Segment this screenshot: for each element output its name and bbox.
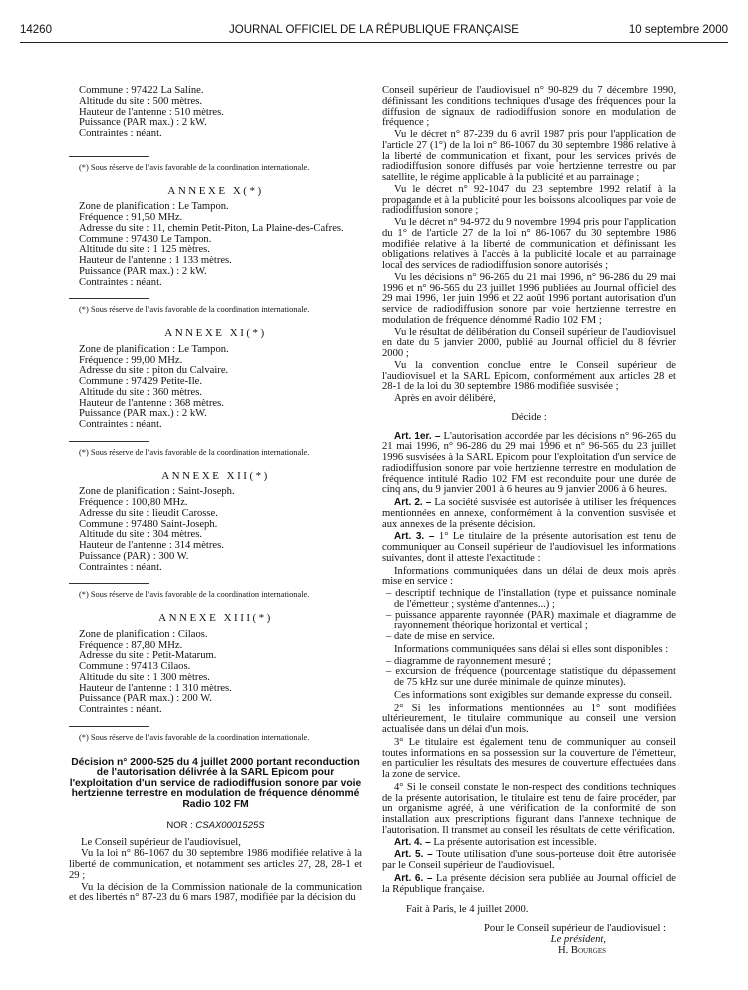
footnote: (*) Sous réserve de l'avis favorable de la coordination internationale.	[79, 305, 310, 315]
altitude-line: Altitude du site : 1 300 mètres.	[79, 671, 210, 683]
frequency-line: Fréquence : 99,00 MHz.	[79, 354, 183, 366]
list-item: – puissance apparente rayonnée (PAR) maximale et diagramme de rayonnement théorique horizontal et vertical ;	[386, 609, 676, 632]
nor-label: NOR :	[166, 819, 193, 831]
antenna-height-line: Hauteur de l'antenne : 510 mètres.	[79, 106, 224, 118]
power-line: Puissance (PAR) : 300 W.	[79, 550, 189, 562]
article-label: Art. 4. –	[394, 836, 431, 848]
commune-line: Commune : 97430 Le Tampon.	[79, 233, 212, 245]
commune-line: Commune : 97480 Saint-Joseph.	[79, 518, 218, 530]
address-line: Adresse du site : 11, chemin Petit-Piton, La Plaine-des-Cafres.	[79, 222, 344, 234]
list-item: – descriptif technique de l'installation (type et puissance nominale de l'émetteur ; système d'antennes...) ;	[386, 588, 676, 610]
footnote: (*) Sous réserve de l'avis favorable de la coordination internationale.	[79, 590, 310, 600]
decision-title: Décision n° 2000-525 du 4 juillet 2000 portant reconduction de l'autorisation délivrée à la SARL Epicom pour l'exploitation d'un service de radiodiffusion sonore par voie hertzienne terrestre en modulation de fréquence dénommé Radio 102 FM	[69, 756, 362, 810]
footnote-divider	[69, 298, 149, 299]
zone-line: Zone de planification : Cilaos.	[79, 628, 208, 640]
annex-xiii-heading: ANNEXE XIII(*)	[158, 612, 273, 624]
footnote: (*) Sous réserve de l'avis favorable de la coordination internationale.	[79, 447, 310, 457]
address-line: Adresse du site : Petit-Matarum.	[79, 650, 217, 662]
signature-role	[382, 935, 676, 946]
annex-ix-tail	[69, 86, 362, 140]
journal-title: JOURNAL OFFICIEL DE LA RÉPUBLIQUE FRANÇAISE	[229, 24, 519, 36]
zone-line: Zone de planification : Le Tampon.	[79, 201, 229, 213]
constraints-line: Contraintes : néant.	[79, 419, 162, 430]
article-text: La présente autorisation est incessible.	[433, 836, 597, 848]
address-line: Adresse du site : piton du Calvaire.	[79, 365, 229, 377]
article-text: L'autorisation accordée par les décisions n° 96-265 du 21 mai 1996, n° 96-286 du 29 mai 1996 et n° 96-565 du 23 juillet 1996 susvisées à la SARL Epicom pour l'exploitation d'un service de radiodiffusion sonore par voie hertzienne terrestre en modulation de fréquence intitulé Radio 102 FM est reconduite pour une durée de cinq ans, du 9 janvier 2001 à 6 heures au 9 janvier 2006 à 6 heures.	[382, 430, 676, 496]
zone-line: Zone de planification : Saint-Joseph.	[79, 486, 235, 498]
annex-x-block	[69, 202, 362, 288]
signature-place-date: Fait à Paris, le 4 juillet 2000.	[406, 904, 529, 916]
article-6	[382, 874, 676, 896]
preamble-paragraph: Le Conseil supérieur de l'audiovisuel,	[81, 836, 241, 848]
signature-name: H. Bourges	[557, 944, 606, 956]
frequency-line: Fréquence : 100,80 MHz.	[79, 497, 188, 508]
altitude-line: Altitude du site : 500 mètres.	[79, 95, 202, 107]
article-label: Art. 2. –	[394, 497, 432, 508]
signature-authority: Pour le Conseil supérieur de l'audiovisuel :	[484, 923, 666, 934]
address-line: Adresse du site : lieudit Carosse.	[79, 507, 218, 519]
antenna-height-line: Hauteur de l'antenne : 314 mètres.	[79, 540, 224, 551]
antenna-height-line: Hauteur de l'antenne : 1 133 mètres.	[79, 255, 232, 266]
right-column	[382, 86, 676, 956]
annex-xii-block	[69, 487, 362, 573]
footnote-divider	[69, 726, 149, 727]
power-line: Puissance (PAR max.) : 2 kW.	[79, 265, 207, 277]
antenna-height-line: Hauteur de l'antenne : 1 310 mètres.	[79, 682, 232, 694]
commune-line: Commune : 97413 Cilaos.	[79, 661, 191, 672]
article-text: La société susvisée est autorisée à utiliser les fréquences mentionnées en annexe, conformément à la convention susvisée et aux annexes de la présente décision.	[382, 497, 676, 530]
power-line: Puissance (PAR max.) : 200 W.	[79, 693, 212, 705]
frequency-line: Fréquence : 87,80 MHz.	[79, 639, 183, 651]
commune-line: Commune : 97429 Petite-Ile.	[79, 376, 202, 387]
antenna-height-line: Hauteur de l'antenne : 368 mètres.	[79, 397, 224, 409]
annex-x-heading: ANNEXE X(*)	[167, 184, 264, 197]
clause-paragraph: 2° Si les informations mentionnées au 1° sont modifiées ultérieurement, le titulaire communique au conseil une version actualisée dans un délai d'un mois.	[382, 702, 676, 735]
article-text: Toute utilisation d'une sous-porteuse doit être autorisée par le Conseil supérieur de l'audiovisuel.	[382, 849, 677, 871]
page-number: 14260	[20, 24, 52, 36]
decide-heading: Décide :	[511, 411, 547, 423]
preamble-paragraph: Vu le décret n° 87-239 du 6 avril 1987 pris pour l'application de l'article 27 (1°) de la loi n° 86-1067 du 30 septembre 1986 relative à la liberté de communication et fixant, pour les services privés de radiodiffusion sonore diffusés par voie hertzienne terrestre ou par satellite, le régime applicable à la publicité et au parrainage ;	[382, 129, 676, 183]
condition-paragraph: Ces informations sont exigibles sur demande expresse du conseil.	[394, 689, 673, 701]
preamble-paragraph: Après en avoir délibéré,	[394, 393, 496, 404]
annex-xi-heading: ANNEXE XI(*)	[164, 327, 267, 339]
footnote-divider	[69, 583, 149, 584]
footnote: (*) Sous réserve de l'avis favorable de la coordination internationale.	[79, 732, 310, 742]
constraints-line: Contraintes : néant.	[79, 704, 162, 715]
article-text: 1° Le titulaire de la présente autorisation est tenu de communiquer au Conseil supérieur de l'audiovisuel les informations suivantes, dont il atteste l'exactitude :	[382, 531, 676, 564]
list-item: – date de mise en service.	[386, 631, 495, 642]
article-label: Art. 3. –	[394, 531, 435, 543]
preamble-paragraph: Vu la convention conclue entre le Conseil supérieur de l'audiovisuel et la SARL Epicom, conformément aux articles 28 et 28-1 de la loi du 30 septembre 1986 modifiée susvisée ;	[382, 359, 676, 393]
article-label: Art. 1er. –	[394, 430, 441, 442]
issue-date: 10 septembre 2000	[628, 24, 728, 36]
constraints-line: Contraintes : néant.	[79, 276, 162, 288]
info-intro: Informations communiquées sans délai si elles sont disponibles :	[394, 643, 669, 655]
footnote-divider	[69, 156, 149, 157]
article-5	[382, 850, 676, 872]
preamble-paragraph: Vu le décret n° 94-972 du 9 novembre 1994 pris pour l'application du 1° de l'article 27 de la loi n° 86-1067 du 30 septembre 1986 modifiée relative à la liberté de communication et définissant les obligations relatives à l'accès à la publicité locale et au parrainage local des services de radiodiffusion sonore autorisés ;	[382, 217, 676, 271]
altitude-line: Altitude du site : 304 mètres.	[79, 529, 202, 541]
nor-code: CSAX0001525S	[195, 819, 265, 831]
article-2	[382, 498, 676, 530]
frequency-line: Fréquence : 91,50 MHz.	[79, 212, 183, 223]
altitude-line: Altitude du site : 1 125 mètres.	[79, 244, 210, 256]
list-item: – diagramme de rayonnement mesuré ;	[386, 655, 552, 667]
footnote-divider	[69, 441, 149, 442]
zone-line: Zone de planification : Le Tampon.	[79, 343, 229, 355]
power-line: Puissance (PAR max.) : 2 kW.	[79, 408, 207, 420]
preamble-paragraph: Vu le résultat de délibération du Conseil supérieur de l'audiovisuel en date du 5 janvier 2000, publié au Journal officiel du 8 février 2000 ;	[382, 326, 676, 359]
constraints-line: Contraintes : néant.	[79, 561, 162, 573]
annex-xii-heading: ANNEXE XII(*)	[161, 469, 270, 482]
footnote: (*) Sous réserve de l'avis favorable de la coordination internationale.	[79, 162, 310, 172]
nor-reference	[69, 821, 362, 832]
page-header	[20, 20, 728, 43]
left-column	[69, 86, 362, 905]
article-label: Art. 5. –	[394, 849, 433, 861]
preamble-paragraph: Vu la décision de la Commission nationale de la communication et des libertés n° 87-23 du 6 mars 1987, modifiée par la décision du	[69, 881, 362, 904]
article-label: Art. 6. –	[394, 872, 433, 884]
constraints-line: Contraintes : néant.	[79, 128, 162, 139]
power-line: Puissance (PAR max.) : 2 kW.	[79, 117, 207, 129]
article-4	[382, 838, 676, 849]
article-1	[382, 432, 676, 497]
clause-paragraph: 3° Le titulaire est également tenu de communiquer au conseil toutes informations en sa possession sur la couverture de l'émetteur, en particulier les résultats des mesures de couverture effectuées dans la zone de service.	[382, 736, 676, 780]
preamble-paragraph: Vu la loi n° 86-1067 du 30 septembre 1986 modifiée relative à la liberté de communication, et notamment ses articles 27, 28, 28-1 et 29 ;	[69, 848, 362, 881]
annex-xi-block	[69, 345, 362, 431]
preamble-paragraph: Conseil supérieur de l'audiovisuel n° 90-829 du 7 décembre 1990, définissant les conditions techniques d'usage des fréquences pour la diffusion de signaux de radiodiffusion sonore en modulation de fréquence ;	[382, 85, 676, 129]
altitude-line: Altitude du site : 360 mètres.	[79, 386, 202, 398]
list-item: – excursion de fréquence (pourcentage statistique du dépassement de 75 kHz sur une durée minimale de quinze minutes).	[386, 666, 676, 688]
annex-xiii-block	[69, 630, 362, 716]
article-text: La présente décision sera publiée au Journal officiel de la République française.	[382, 872, 676, 895]
preamble-paragraph: Vu les décisions n° 96-265 du 21 mai 1996, n° 96-286 du 29 mai 1996 et n° 96-565 du 23 juillet 1996 publiées au Journal officiel des 29 mai 1996, 1er juin 1996 et 22 août 1996 portant autorisation d'un service de radiodiffusion sonore par voie hertzienne terrestre en modulation de fréquence dénommé Radio 102 FM ;	[382, 271, 676, 326]
article-3	[382, 532, 676, 564]
clause-paragraph: 4° Si le conseil constate le non-respect des conditions techniques de la présente autorisation, le titulaire est tenu de faire procéder, par un organisme agréé, à une vérification de la conformité de son installation aux prescriptions figurant dans l'annexe technique de l'autorisation. Il transmet au conseil les résultats de cette vérification.	[382, 781, 676, 836]
info-intro: Informations communiquées dans un délai de deux mois après mise en service :	[382, 565, 676, 588]
signature-role-text: Le président,	[550, 933, 606, 945]
preamble-paragraph: Vu le décret n° 92-1047 du 23 septembre 1992 relatif à la propagande et à la publicité pour les boissons alcooliques par voie de radiodiffusion sonore ;	[382, 183, 676, 217]
commune-line: Commune : 97422 La Saline.	[79, 85, 204, 96]
